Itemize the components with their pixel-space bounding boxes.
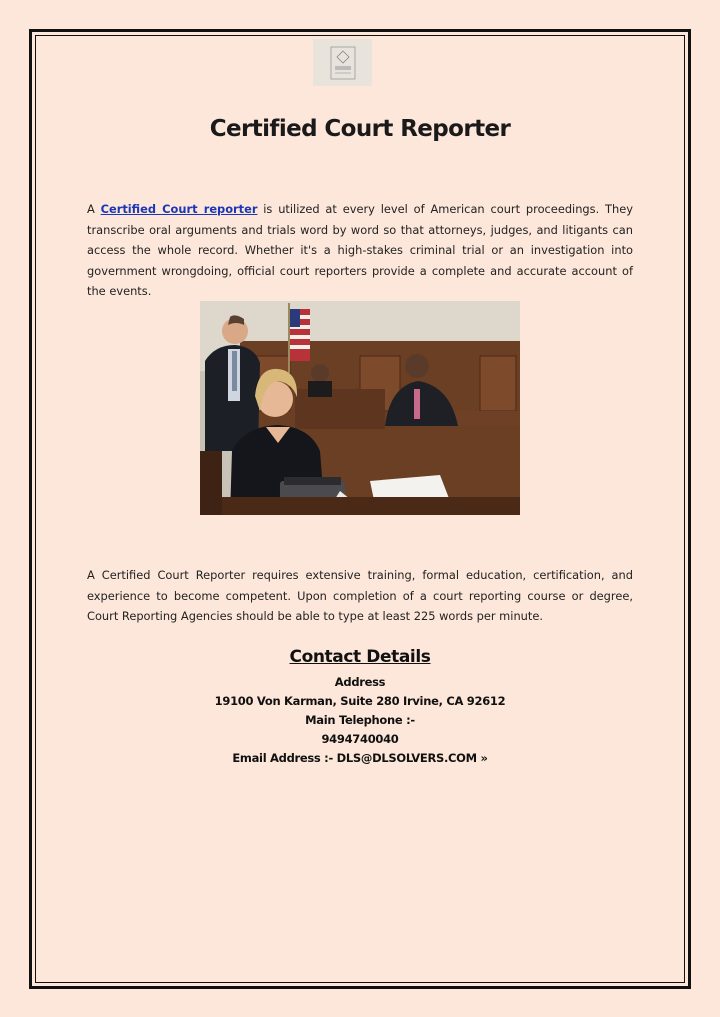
intro-rest: is utilized at every level of American court proceedings. They transcribe oral arguments and trials word by word so that attorneys, judges, and litigants can access the whole record. Whether it's a high-stakes criminal trial or an investigation into government wrongdoing, official court reporters provide a complete and accurate account of the events. — [87, 202, 633, 298]
address-text: 19100 Von Karman, Suite 280 Irvine, CA 92612 — [214, 694, 506, 708]
certified-court-reporter-link[interactable]: Certified Court reporter — [100, 202, 258, 216]
intro-prefix: A — [87, 202, 101, 216]
courtroom-photo — [200, 301, 520, 515]
logo-emblem-icon — [328, 45, 358, 81]
body-paragraph: A Certified Court Reporter requires extensive training, formal education, certification, and experience to become competent. Upon completion of a court reporting course or degree, Court Reporting Agencies should be able to type at least 225 words per minute. — [87, 568, 633, 623]
email-line: Email Address :- DLS@DLSOLVERS.COM » — [232, 751, 488, 765]
intro-paragraph — [87, 199, 633, 302]
phone-number: 9494740040 — [321, 732, 399, 746]
phone-label: Main Telephone :- — [305, 713, 415, 727]
contact-heading: Contact Details — [289, 647, 431, 667]
page-title: Certified Court Reporter — [209, 116, 511, 142]
company-logo — [313, 39, 372, 86]
address-label: Address — [334, 675, 386, 689]
